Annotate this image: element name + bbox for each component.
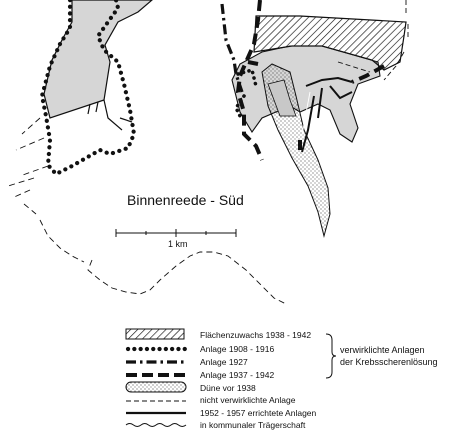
legend-label-2: Anlage 1908 - 1916	[200, 344, 275, 354]
bracket-label-line1: verwirklichte Anlagen	[340, 345, 425, 355]
legend-bracket	[326, 334, 336, 378]
scale-label: 1 km	[168, 239, 188, 249]
right-basin-fill	[232, 46, 380, 142]
left-basin	[8, 0, 152, 262]
legend-label-7: 1952 - 1957 errichtete Anlagen	[200, 408, 317, 418]
outer-harbor-unrealized	[88, 252, 286, 304]
legend-symbol-stippled	[126, 382, 186, 392]
legend-symbol-hatched-area	[126, 329, 184, 339]
legend-symbol-wavy	[126, 424, 186, 427]
left-unrealized-lines	[8, 118, 84, 262]
left-basin-fill	[44, 0, 152, 118]
legend-label-5: Düne vor 1938	[200, 383, 256, 393]
legend-label-3: Anlage 1927	[200, 357, 248, 367]
right-basin	[222, 0, 408, 236]
left-dock-outline	[88, 100, 132, 130]
legend-label-8: in kommunaler Trägerschaft	[200, 420, 306, 430]
map-title: Binnenreede - Süd	[127, 192, 244, 208]
bracket-label-line2: der Krebsscherenlösung	[340, 357, 438, 367]
scale-bar	[116, 229, 236, 237]
legend	[126, 329, 438, 430]
legend-label-1: Flächenzuwachs 1938 - 1942	[200, 330, 312, 340]
legend-label-4: Anlage 1937 - 1942	[200, 370, 275, 380]
legend-label-6: nicht verwirklichte Anlage	[200, 395, 296, 405]
